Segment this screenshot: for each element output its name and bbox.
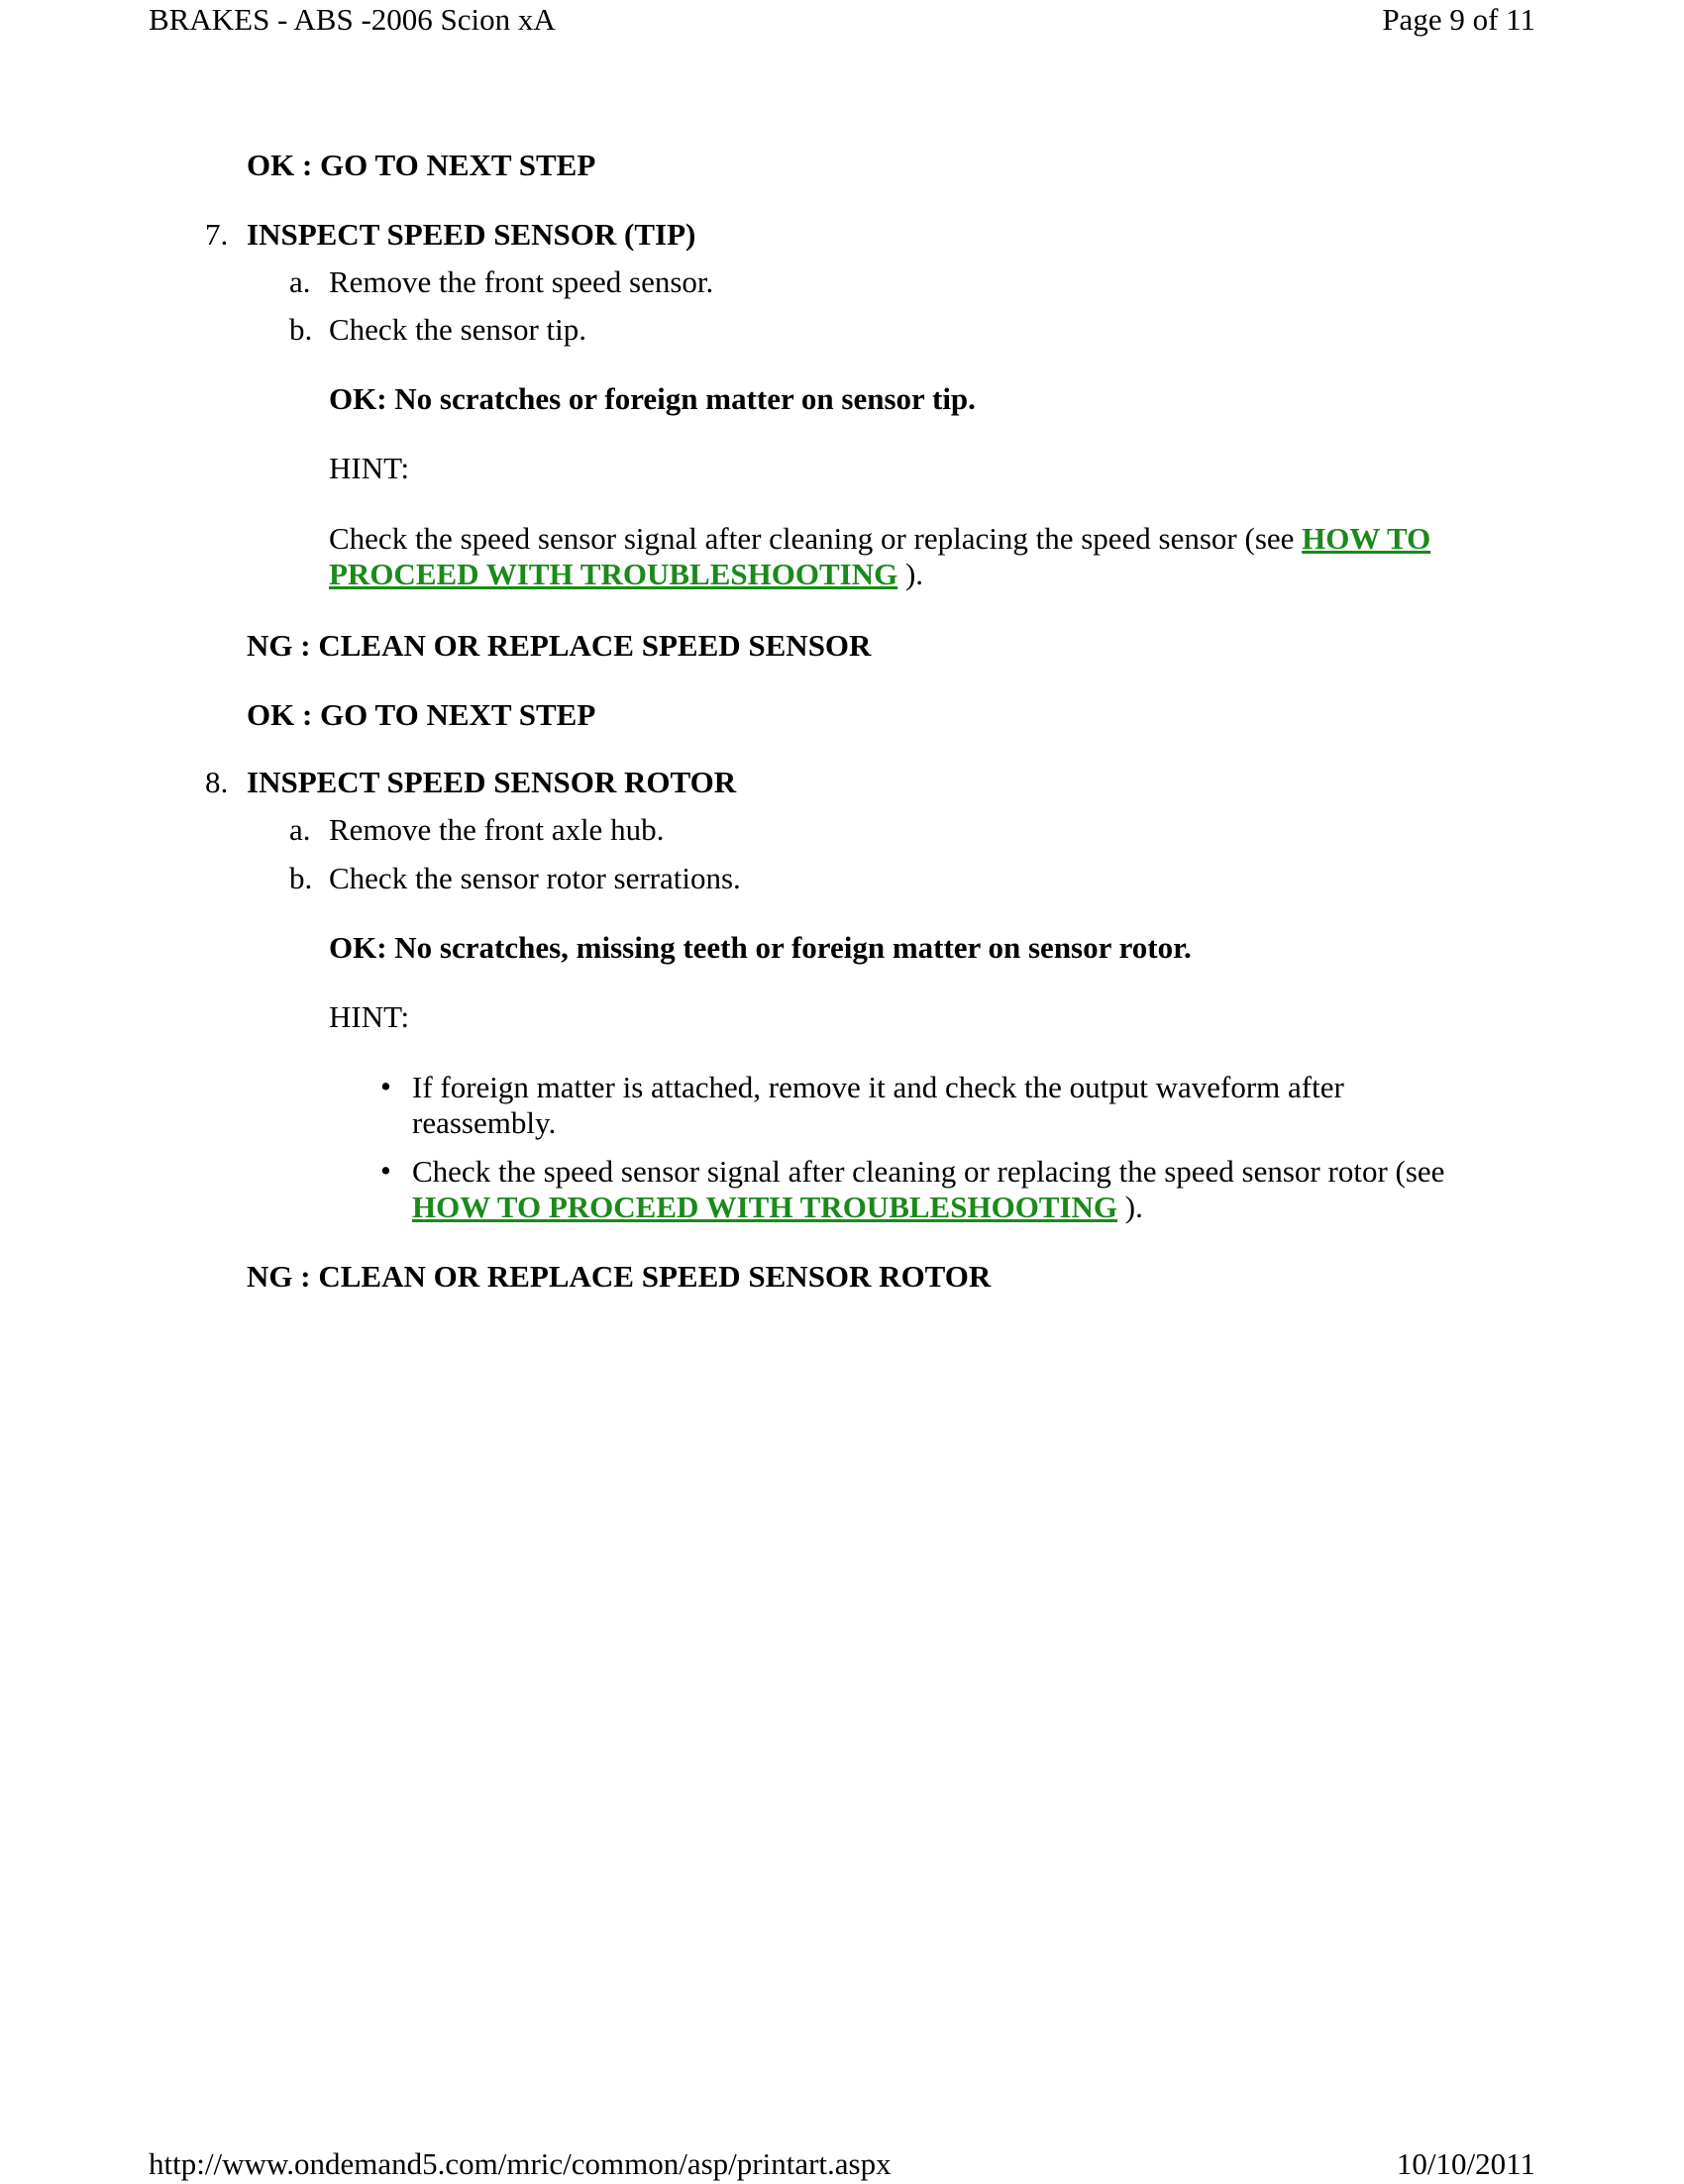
step7-b-text: Check the sensor tip. bbox=[329, 312, 587, 347]
step8-title: INSPECT SPEED SENSOR ROTOR bbox=[247, 765, 737, 799]
how-to-proceed-link[interactable]: HOW TO PROCEED WITH TROUBLESHOOTING bbox=[412, 1190, 1118, 1224]
page-number: Page 9 of 11 bbox=[1382, 2, 1535, 37]
step8-b-letter: b. bbox=[289, 861, 313, 895]
step8-ng-result: NG : CLEAN OR REPLACE SPEED SENSOR ROTOR bbox=[247, 1259, 992, 1294]
step8-number: 8. bbox=[205, 765, 229, 799]
step7-hint-text: Check the speed sensor signal after cleaning or replacing the speed sensor (see HOW TO PROCEED WITH TROUBLESHOOTING ). bbox=[329, 521, 1431, 591]
print-date: 10/10/2011 bbox=[1396, 2146, 1535, 2181]
document-title: BRAKES - ABS -2006 Scion xA bbox=[149, 2, 556, 37]
step7-number: 7. bbox=[205, 217, 229, 252]
step7-ok-criteria: OK: No scratches or foreign matter on sensor tip. bbox=[329, 381, 976, 416]
bullet-1-marker: • bbox=[380, 1069, 391, 1103]
page-header bbox=[149, 0, 1535, 40]
step7-a-text: Remove the front speed sensor. bbox=[329, 264, 714, 299]
step7-a-letter: a. bbox=[289, 264, 311, 299]
step7-title: INSPECT SPEED SENSOR (TIP) bbox=[247, 217, 696, 252]
step8-b-text: Check the sensor rotor serrations. bbox=[329, 861, 741, 895]
page-footer bbox=[149, 2144, 1535, 2184]
ok-go-next-step-top: OK : GO TO NEXT STEP bbox=[247, 148, 596, 182]
step7-hint-label: HINT: bbox=[329, 451, 410, 485]
source-url: http://www.ondemand5.com/mric/common/asp/printart.aspx bbox=[149, 2146, 892, 2181]
bullet-2-text: Check the speed sensor signal after cleaning or replacing the speed sensor rotor (see HOW TO PROCEED WITH TROUBLESHOOTING ). bbox=[412, 1154, 1445, 1224]
step7-b-letter: b. bbox=[289, 312, 313, 347]
step8-a-letter: a. bbox=[289, 812, 311, 847]
bullet-1-text: If foreign matter is attached, remove it and check the output waveform after reassembly. bbox=[412, 1070, 1344, 1140]
step8-hint-label: HINT: bbox=[329, 999, 410, 1034]
step8-ok-criteria: OK: No scratches, missing teeth or foreign matter on sensor rotor. bbox=[329, 930, 1192, 965]
how-to-proceed-link[interactable]: HOW TO PROCEED WITH TROUBLESHOOTING bbox=[329, 521, 1431, 591]
bullet-2-marker: • bbox=[380, 1153, 391, 1188]
step8-a-text: Remove the front axle hub. bbox=[329, 812, 665, 847]
step7-ok-next: OK : GO TO NEXT STEP bbox=[247, 697, 596, 732]
step7-ng-result: NG : CLEAN OR REPLACE SPEED SENSOR bbox=[247, 628, 872, 663]
